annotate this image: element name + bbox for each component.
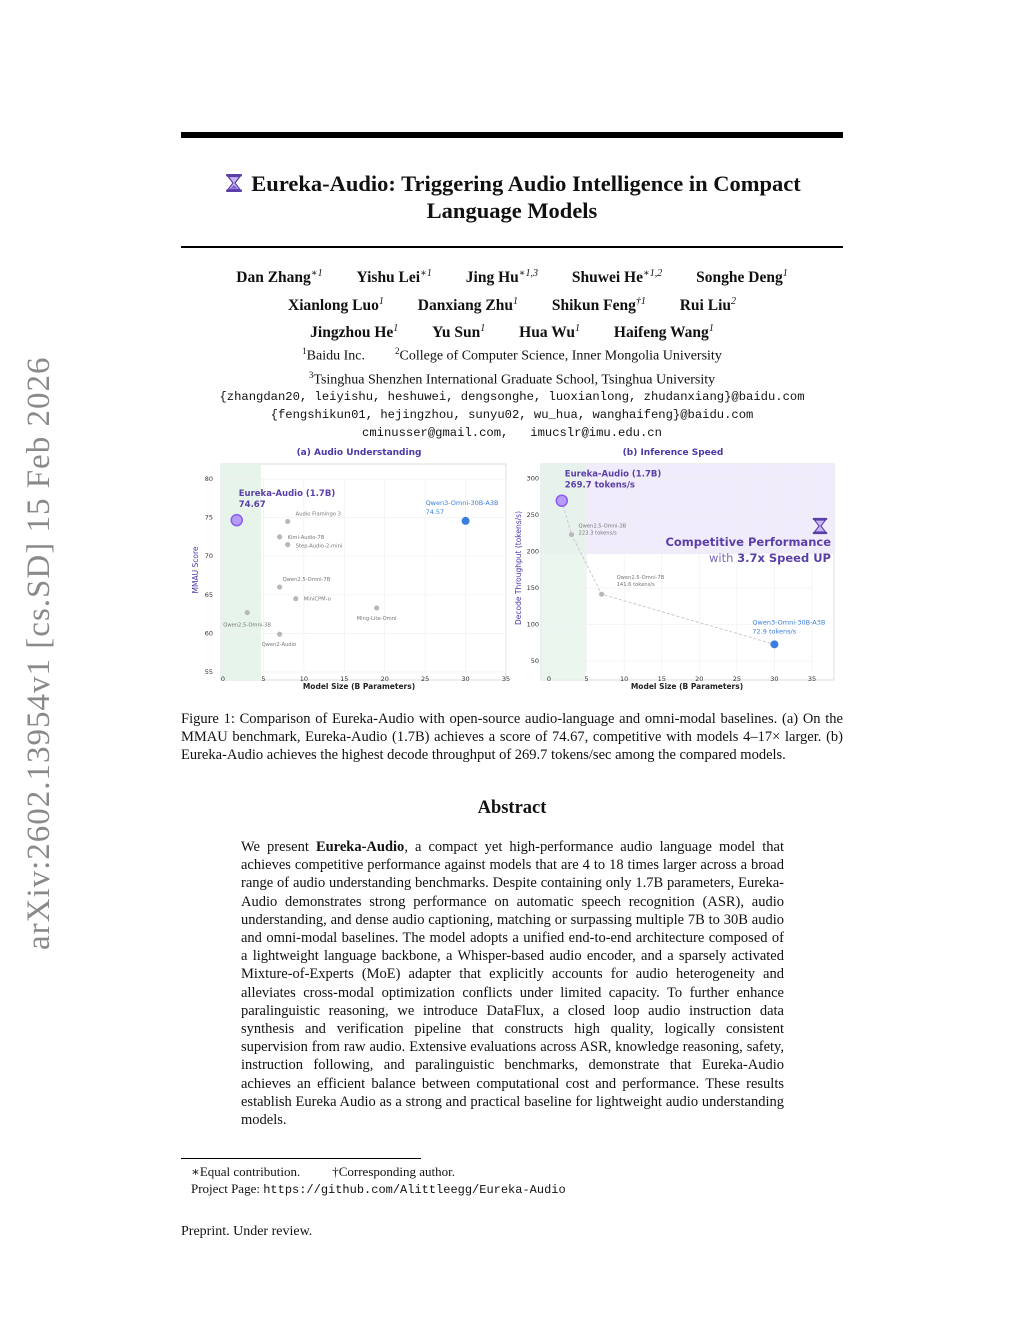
x-tick-label: 15 [657, 675, 666, 683]
data-point [569, 532, 574, 537]
y-tick-label: 75 [204, 513, 213, 522]
x-tick-label: 25 [421, 675, 430, 683]
author: Jing $Hu^{∗1,3}$ [465, 268, 539, 287]
author: Danxiang Zhu$^1$ [417, 295, 518, 314]
x-tick-label: 25 [732, 675, 741, 683]
point-label: Qwen2.5-Omni-3B [578, 523, 627, 530]
author: Xianlong Luo$^1$ [288, 295, 384, 314]
project-page-link[interactable]: https://github.com/Alittleegg/Eureka-Audio [263, 1183, 566, 1197]
affiliations: $^1$Baidu Inc. $^2$College of Computer Science, Inner Mongolia University $^3$Tsinghua Shenzhen International Graduate School, Tsinghua University [302, 346, 722, 388]
email-line: cminusser@gmail.com, [362, 426, 509, 440]
x-tick-label: 30 [770, 675, 779, 683]
data-point [231, 515, 242, 526]
footnotes: ∗Equal contribution. †Corresponding author. Project Page: https://github.com/Alittleegg/Eureka-Audio [191, 1164, 566, 1197]
point-label: Eureka-Audio (1.7B) [238, 489, 336, 500]
x-tick-label: 0 [546, 675, 552, 683]
author: Shuwei $He^{∗1,2}$ [571, 268, 663, 287]
point-label: Kimi-Audio-7B [287, 534, 325, 541]
svg-text:with 3.7x Speed UP [709, 551, 831, 565]
data-point [245, 610, 250, 615]
chart-a [191, 448, 510, 691]
data-point [277, 534, 282, 539]
y-tick-label: 200 [526, 547, 539, 556]
data-point [374, 605, 379, 610]
chart-a-xlabel: Model Size (B Parameters) [302, 682, 416, 691]
author: Songhe Deng$^1$ [696, 268, 788, 287]
model-name: Eureka-Audio [315, 839, 405, 855]
x-tick-label: 20 [695, 675, 704, 683]
speedup-line-1: Competitive Performance [665, 535, 831, 549]
footnote-corresponding: †Corresponding author. [332, 1164, 455, 1179]
x-tick-label: 20 [380, 675, 389, 683]
preprint-note: Preprint. Under review. [181, 1224, 313, 1239]
abstract-heading: Abstract [477, 798, 547, 818]
point-label: Qwen3-Omni-30B-A3B [425, 498, 499, 507]
y-tick-label: 70 [204, 552, 213, 561]
chart-a-title: (a) Audio Understanding [296, 448, 422, 458]
figure-caption: Figure 1: Comparison of Eureka-Audio with open-source audio-language and omni-modal baselines. (a) On the MMAU benchmark, Eureka-Audio (1.7B) achieves a score of 74.67, competitive with models 4–17× larger. (b) Eureka-Audio achieves the highest decode throughput of 269.7 tokens/sec among the compared models. [181, 711, 843, 764]
speedup-line-2-bold: 3.7x Speed UP [737, 551, 831, 565]
x-tick-label: 35 [501, 675, 511, 683]
hourglass-logo-icon [223, 172, 245, 194]
author: Hua Wu$^1$ [519, 323, 581, 342]
data-point [277, 632, 282, 637]
email-line: {zhangdan20, leiyishu, heshuwei, dengsonghe, luoxianlong, zhudanxiang}@baidu.com [219, 390, 805, 404]
point-label: Qwen2.5-Omni-3B [223, 622, 271, 629]
email-line: {fengshikun01, hejingzhou, sunyu02, wu_hua, wanghaifeng}@baidu.com [270, 408, 754, 422]
y-tick-label: 150 [526, 584, 539, 593]
data-point [770, 640, 778, 648]
data-point [293, 596, 298, 601]
paper-title [181, 170, 843, 224]
x-tick-label: 0 [220, 675, 226, 683]
title-bottom-rule [181, 246, 843, 248]
x-tick-label: 10 [620, 675, 629, 683]
point-value-label: 74.57 [425, 507, 445, 516]
x-tick-label: 35 [807, 675, 817, 683]
chart-b-xlabel: Model Size (B Parameters) [630, 682, 744, 691]
y-tick-label: 250 [526, 511, 539, 520]
x-tick-label: 5 [261, 675, 266, 683]
footnote-equal: ∗Equal contribution. [191, 1164, 301, 1179]
data-point [285, 542, 290, 547]
x-tick-label: 30 [461, 675, 470, 683]
y-tick-label: 80 [204, 475, 213, 483]
figure-1 [181, 440, 843, 700]
author: Haifeng Wang$^1$ [613, 323, 714, 342]
speedup-line-2-pre: with [709, 551, 738, 565]
arxiv-sidebar-stamp: arXiv:2602.13954v1 [cs.SD] 15 Feb 2026 [21, 356, 57, 950]
paper-title-line-2: Language Models [426, 198, 598, 223]
title-top-rule [181, 132, 843, 138]
point-value-label: 72.9 tokens/s [752, 627, 797, 636]
y-tick-label: 300 [526, 474, 539, 483]
point-value-label: 141.6 tokens/s [616, 582, 655, 589]
author-emails [181, 388, 843, 442]
author: Dan Zhang$^{∗1}$ [236, 268, 323, 287]
chart-b [514, 448, 834, 691]
data-point [277, 584, 282, 589]
data-point [556, 495, 567, 506]
author: Rui Liu$^2$ [679, 295, 736, 314]
point-label: MiniCPM-o [303, 596, 331, 603]
data-point [462, 517, 470, 525]
author: Yishu Lei$^{∗1}$ [356, 268, 432, 287]
author-list [181, 262, 843, 345]
abstract-body: We present Eureka-Audio, a compact yet high-performance audio language model that achieves competitive performance against models that are 4 to 18 times larger across a broad range of audio understanding benchmarks. Despite containing only 1.7B parameters, Eureka-Audio demonstrates strong performance on automatic speech recognition (ASR), audio understanding, and dense audio captioning, matching or surpassing multiple 7B to 30B audio and omni-modal baselines. The model adopts a unified end-to-end architecture composed of a lightweight language backbone, a Whisper-based audio encoder, and a sparsely activated Mixture-of-Experts (MoE) adapter that explicitly accounts for audio heterogeneity and alleviates cross-modal optimization conflicts under limited capacity. To further enhance paralinguistic reasoning, we introduce DataFlux, a closed loop audio instruction data synthesis and verification pipeline that constructs high quality, logically consistent supervision from raw audio. Extensive evaluations across ASR, knowledge reasoning, safety, instruction following, and paralinguistic benchmarks, demonstrate that Eureka-Audio achieves an efficient balance between computational cost and performance. These results establish Eureka Audio as a strong and practical baseline for lightweight audio understanding models. [241, 839, 784, 1129]
author: Shikun Feng$^{\dagger 1}$ [551, 295, 646, 314]
point-label: Eureka-Audio (1.7B) [564, 469, 662, 480]
author: Yu Sun$^1$ [432, 323, 486, 342]
chart-b-ylabel: Decode Throughput (tokens/s) [514, 511, 523, 625]
point-label: Audio Flamingo 3 [295, 511, 341, 518]
point-value-label: 223.3 tokens/s [578, 530, 617, 537]
y-tick-label: 50 [530, 657, 539, 666]
y-tick-label: 60 [204, 629, 213, 638]
chart-b-title: (b) Inference Speed [622, 448, 724, 458]
y-tick-label: 55 [204, 668, 213, 676]
data-point [599, 592, 604, 597]
point-label: Qwen2-Audio [261, 642, 297, 649]
x-tick-label: 5 [584, 675, 589, 683]
email-line: imucslr@imu.edu.cn [530, 426, 662, 440]
paper-title-line-1: Eureka-Audio: Triggering Audio Intelligence in Compact [251, 171, 801, 196]
x-tick-label: 10 [299, 675, 308, 683]
point-label: Step-Audio-2-mini [295, 543, 343, 550]
data-point [285, 519, 290, 524]
point-value-label: 269.7 tokens/s [564, 480, 635, 491]
author: Jingzhou He$^1$ [310, 323, 399, 342]
y-tick-label: 100 [526, 620, 539, 629]
point-label: Qwen3-Omni-30B-A3B [752, 618, 826, 627]
point-label: Qwen2.5-Omni-7B [616, 575, 665, 582]
chart-a-ylabel: MMAU Score [191, 546, 200, 594]
point-label: Qwen2.5-Omni-7B [282, 577, 331, 584]
footnote-rule [181, 1158, 421, 1159]
point-value-label: 74.67 [238, 500, 266, 511]
x-tick-label: 15 [340, 675, 349, 683]
y-tick-label: 65 [204, 590, 213, 599]
point-label: Ming-Lite-Omni [356, 615, 397, 622]
